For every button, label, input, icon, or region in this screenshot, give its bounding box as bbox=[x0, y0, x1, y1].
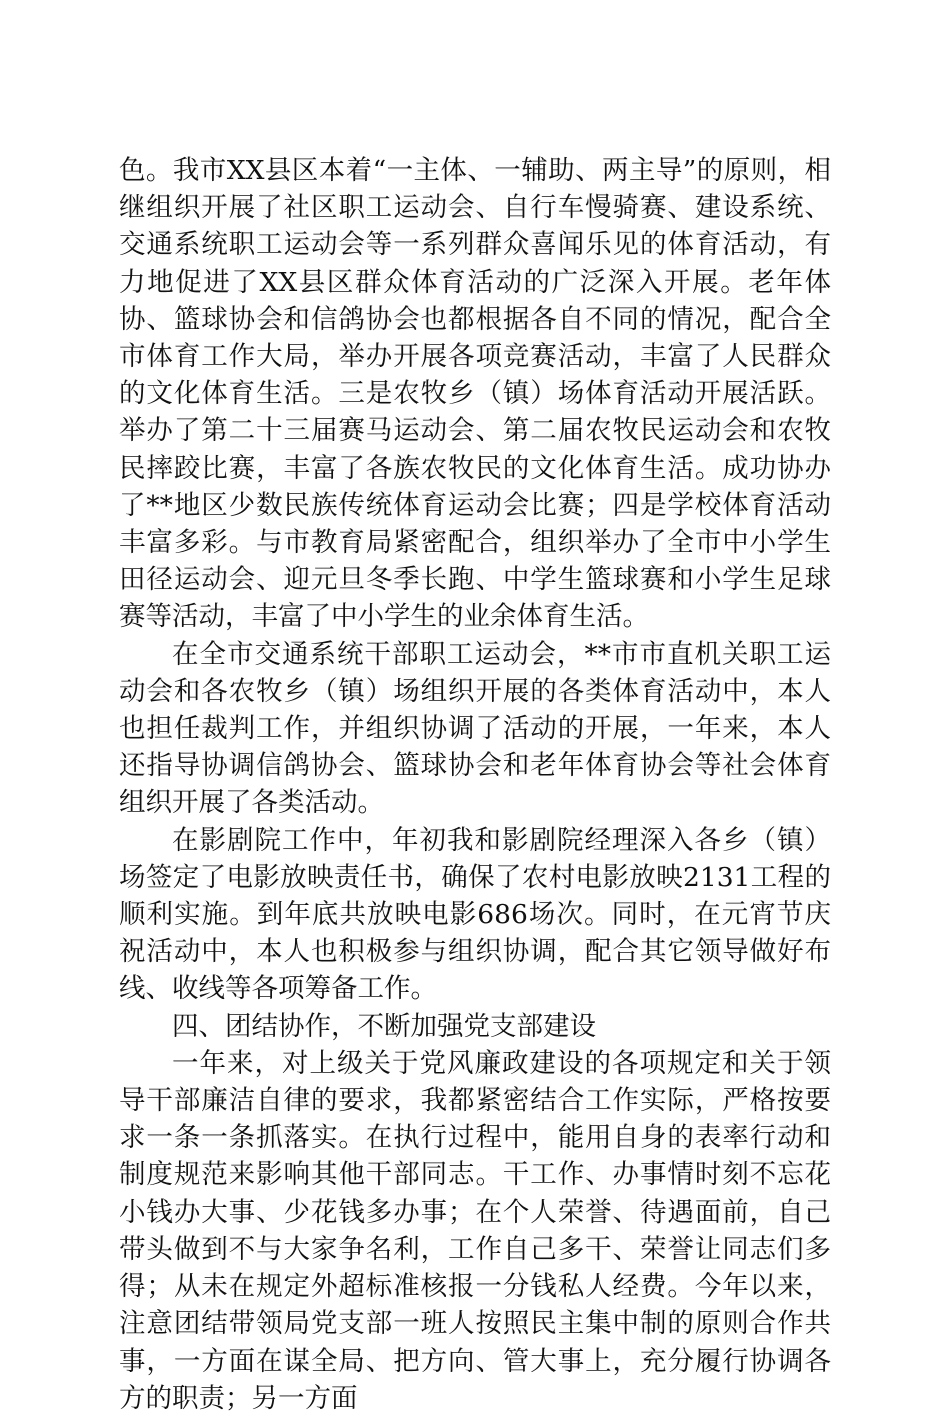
continuation-paragraph: 色。我市XX县区本着“一主体、一辅助、两主导”的原则，相继组织开展了社区职工运动会、自行车慢骑赛、建设系统、交通系统职工运动会等一系列群众喜闻乐见的体育活动，有力地促进了XX县区群众体育活动的广泛深入开展。老年体协、篮球协会和信鸽协会也都根据各自不同的情况，配合全市体育工作大局，举办开展各项竞赛活动，丰富了人民群众的文化体育生活。三是农牧乡（镇）场体育活动开展活跃。举办了第二十三届赛马运动会、第二届农牧民运动会和农牧民摔跤比赛，丰富了各族农牧民的文化体育生活。成功协办了**地区少数民族传统体育运动会比赛；四是学校体育活动丰富多彩。与市教育局紧密配合，组织举办了全市中小学生田径运动会、迎元旦冬季长跑、中学生篮球赛和小学生足球赛等活动，丰富了中小学生的业余体育生活。 bbox=[119, 155, 831, 633]
document-body bbox=[119, 152, 831, 1417]
body-paragraph: 一年来，对上级关于党风廉政建设的各项规定和关于领导干部廉洁自律的要求，我都紧密结合工作实际，严格按要求一条一条抓落实。在执行过程中，能用自身的表率行动和制度规范来影响其他干部同志。干工作、办事情时刻不忘花小钱办大事、少花钱多办事；在个人荣誉、待遇面前，自己带头做到不与大家争名利，工作自己多干、荣誉让同志们多得；从未在规定外超标准核报一分钱私人经费。今年以来，注意团结带领局党支部一班人按照民主集中制的原则合作共事，一方面在谋全局、把方向、管大事上，充分履行协调各方的职责；另一方面 bbox=[119, 1047, 831, 1414]
body-paragraph: 在全市交通系统干部职工运动会，**市市直机关职工运动会和各农牧乡（镇）场组织开展的各类体育活动中，本人也担任裁判工作，并组织协调了活动的开展，一年来，本人还指导协调信鸽协会、篮球协会和老年体育协会等社会体育组织开展了各类活动。 bbox=[119, 638, 831, 819]
body-paragraph: 在影剧院工作中，年初我和影剧院经理深入各乡（镇）场签定了电影放映责任书，确保了农村电影放映2131工程的顺利实施。到年底共放映电影686场次。同时，在元宵节庆祝活动中，本人也积极参与组织协调，配合其它领导做好布线、收线等各项筹备工作。 bbox=[119, 824, 831, 1005]
section-heading: 四、团结协作，不断加强党支部建设 bbox=[172, 1010, 596, 1042]
